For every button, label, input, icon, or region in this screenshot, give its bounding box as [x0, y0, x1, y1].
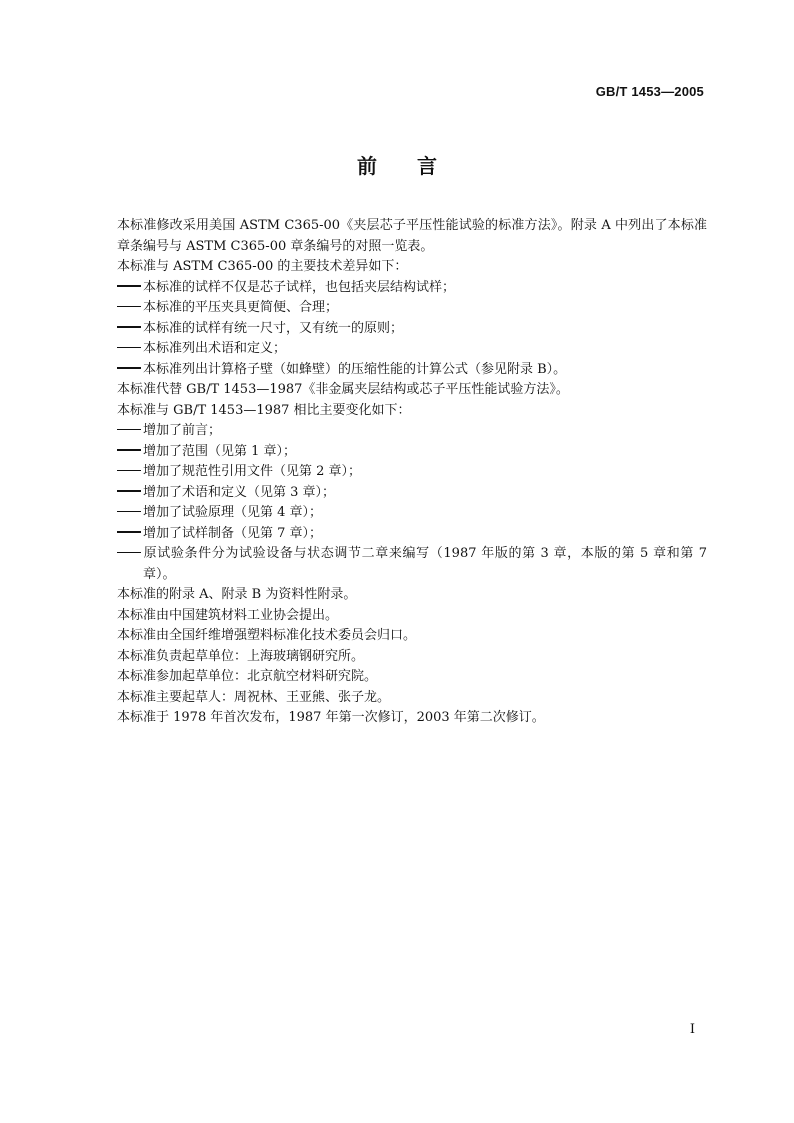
paragraph-changes-intro: 本标准与 GB/T 1453—1987 相比主要变化如下： [117, 402, 411, 418]
page-title: 前言 [357, 154, 477, 178]
dash-marker [117, 442, 143, 463]
dash-marker [117, 278, 143, 299]
paragraph-participating-unit: 本标准参加起草单位：北京航空材料研究院。 [117, 669, 378, 684]
dash-marker [117, 503, 143, 524]
list-item: 本标准列出计算格子壁（如蜂壁）的压缩性能的计算公式（参见附录 B）。 [117, 360, 707, 381]
dash-marker [117, 298, 143, 319]
list-item: 增加了试验原理（见第 4 章）； [117, 503, 707, 524]
dash-marker [117, 421, 143, 442]
dash-marker [117, 319, 143, 340]
list-item: 增加了试样制备（见第 7 章）； [117, 524, 707, 545]
standard-code: GB/T 1453—2005 [595, 84, 704, 99]
list-item: 本标准的试样不仅是芯子试样，也包括夹层结构试样； [117, 278, 707, 299]
list-item: 原试验条件分为试验设备与状态调节二章来编写（1987 年版的第 3 章，本版的第 5 章和第 7 章）。 [117, 544, 707, 585]
paragraph-committee: 本标准由全国纤维增强塑料标准化技术委员会归口。 [117, 628, 417, 643]
list-item: 本标准的试样有统一尺寸，又有统一的原则； [117, 319, 707, 340]
dash-marker [117, 339, 143, 360]
paragraph-history: 本标准于 1978 年首次发布，1987 年第一次修订，2003 年第二次修订。 [117, 710, 545, 725]
dash-marker [117, 462, 143, 483]
differences-list [117, 278, 707, 381]
list-item: 增加了术语和定义（见第 3 章）； [117, 483, 707, 504]
paragraph-proposer: 本标准由中国建筑材料工业协会提出。 [117, 607, 339, 623]
foreword-body [117, 216, 707, 729]
dash-marker [117, 544, 143, 565]
paragraph-differences-intro: 本标准与 ASTM C365-00 的主要技术差异如下： [117, 259, 408, 274]
dash-marker [117, 360, 143, 381]
paragraph-drafters: 本标准主要起草人：周祝林、王亚熊、张子龙。 [117, 689, 391, 705]
changes-list [117, 421, 707, 585]
list-item: 增加了前言； [117, 421, 707, 442]
list-item: 本标准的平压夹具更简便、合理； [117, 298, 707, 319]
paragraph-drafting-unit: 本标准负责起草单位：上海玻璃钢研究所。 [117, 648, 365, 664]
dash-marker [117, 524, 143, 545]
list-item: 增加了范围（见第 1 章）； [117, 442, 707, 463]
page-number: I [689, 1022, 695, 1037]
list-item: 增加了规范性引用文件（见第 2 章）； [117, 462, 707, 483]
paragraph-adoption: 本标准修改采用美国 ASTM C365-00《夹层芯子平压性能试验的标准方法》。附录 A 中列出了本标准章条编号与 ASTM C365-00 章条编号的对照一览表。 [117, 218, 707, 254]
dash-marker [117, 483, 143, 504]
paragraph-annexes: 本标准的附录 A、附录 B 为资料性附录。 [117, 587, 357, 602]
list-item: 本标准列出术语和定义； [117, 339, 707, 360]
paragraph-supersedes: 本标准代替 GB/T 1453—1987《非金属夹层结构或芯子平压性能试验方法》。 [117, 382, 569, 397]
